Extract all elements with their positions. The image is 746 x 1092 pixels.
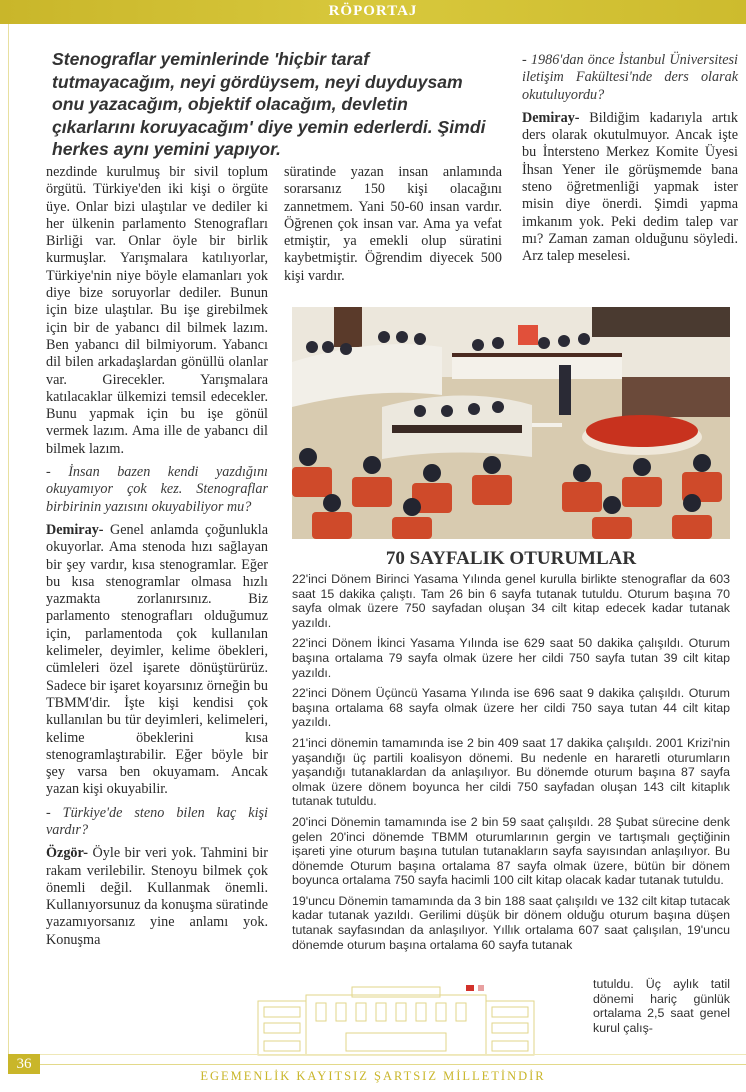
question: - Türkiye'de steno bilen kaç kişi vardır? — [46, 804, 268, 838]
sidebar-paragraph: 22'inci Dönem İkinci Yasama Yılında ise 629 saat 50 dakika çalışıldı. Oturum başına ortalama 79 sayfa olmak üzere her cildi 750 sayfa tutan 39 cilt kitap yazıldı. — [292, 636, 730, 680]
footer-motto — [0, 1067, 746, 1085]
speaker-name: Demiray- — [46, 521, 104, 538]
sidebar-paragraph: 22'inci Dönem Üçüncü Yasama Yılında ise 696 saat 9 dakika çalışıldı. Oturum başına ortalama 68 sayfa olmak üzere her cildi 750 saya tutan 44 cilt kitap yazıldı. — [292, 686, 730, 730]
parliament-hall-illustration — [292, 307, 730, 539]
pull-quote: Stenograflar yeminlerinde 'hiçbir taraf tutmayacağım, neyi gördüysem, neyi duyduysam onu yazacağım, objektif olacağım, devletin çıkarlarını koruyacağım' diye yemin ederlerdi. Şimdi herkes aynı yemini yapıyor. — [52, 49, 486, 159]
footer-rule — [8, 1054, 746, 1055]
column-1 — [46, 164, 268, 955]
parliament-building-icon — [256, 985, 536, 1057]
question: - 1986'dan önce İstanbul Üniversitesi iletişim Fakültesi'nde ders olarak okutuluyordu? — [522, 52, 738, 103]
column-3 — [522, 52, 738, 272]
section-title: RÖPORTAJ — [328, 3, 418, 19]
sidebar-paragraph: 21'inci dönemin tamamında ise 2 bin 409 saat 17 dakika çalışıldı. 2001 Krizi'nin yaşandığı üç partili koalisyon dönemi. Bu nedenle en hararetli oturumların yaşandığı tutanaklardan da anlaşılıyor. Bu dönemde oturum başına 87 sayfa olmak üzere dönem boyunca her cildi 750 sayfadan oluşan 143 cilt kitaplık tutanak tutuldu. — [292, 735, 730, 809]
page-frame-line — [8, 24, 9, 1054]
parliament-photo — [292, 307, 730, 539]
question: - İnsan bazen kendi yazdığını okuyamıyor çok kez. Stenograflar birbirinin yazısını okuyabiliyor mu? — [46, 464, 268, 515]
speaker-name: Özgör- — [46, 845, 89, 862]
answer — [522, 110, 738, 266]
motto-text: EGEMENLİK KAYITSIZ ŞARTSIZ MİLLETİNDİR — [192, 1069, 553, 1083]
footer-rule — [40, 1064, 746, 1065]
answer-text: Bildiğim kadarıyla artık ders olarak okutulmuyor. Ancak işte bu İntersteno Merkez Komite Üyesi İhsan Yener ile görüşmemde bana steno öğretmenliği yapmak ister misin diye önerdi. Şimdi yapma imkanım yok. Peki dedim talep var mı? Zaman zaman olduğunu söyledi. Arz talep meselesi. — [522, 109, 738, 265]
paragraph: nezdinde kurulmuş bir sivil toplum örgütü. Türkiye'den iki kişi o örgüte üye. Onlar bizi ulaştılar ve dediler ki her ülkenin parlamento Stenografları Birliği var. Onlar öyle bir birlik kurmuşlar. Yarışmalara katılıyorlar, Türkiye'nin niye böyle elamanları yok diye bize soruyorlar dediler. Bunun için bize ulaştılar. Bu işe girebilmek için bir de yabancı dil bilmek lazım. Ben yabancı dil bilmiyorum. Yabancı dil bilen arkadaşlardan gönüllü olanlar var. Girecekler. Yarışmalara katılacaklar ülkemizi temsil edecekler. Bunu yapmak için bu işe gönül vermek lazım. Ama ille de yabancı dil bilmek lazım. — [46, 164, 268, 457]
answer — [46, 845, 268, 949]
sidebar-paragraph: 19'uncu Dönemin tamamında da 3 bin 188 saat çalışıldı ve 132 cilt kitap tutacak kadar tutanak yazıldı. Gerilimi düşük bir dönem olduğu oturum başına düşen tutanak sayfasından da anlaşılıyor. Yıllık ortalama 607 saat çalışılan, 19'uncu dönemde oturum başına ortalama 60 sayfa tutanak — [292, 893, 730, 952]
sidebar-paragraph-tail: tutuldu. Üç aylık tatil dönemi hariç günlük ortalama 2,5 saat genel kurul çalış- — [593, 977, 730, 1035]
sidebar-paragraph: 22'inci Dönem Birinci Yasama Yılında genel kurulla birlikte stenograflar da 603 saat 15 dakika çalıştı. Tam 26 bin 6 sayfa tutanak tutuldu. Oturum başına 70 sayfa olmak üzere 750 sayfadan oluşan 34 cilt kitap edecek kadar tutanak yazıldı. — [292, 572, 730, 630]
speaker-name: Demiray- — [522, 109, 580, 126]
paragraph: süratinde yazan insan anlamında sorarsanız 150 kişi olacağını zannetmem. Yani 50-60 insan vardır. Öğrenen çok insan var. Ama ya vefat etmiştir, ya emekli olup süratini kaybetmiştir. Öğrendim diyecek 500 kişi vardır. — [284, 164, 502, 284]
sidebar-paragraph: 20'inci Dönemin tamamında ise 2 bin 59 saat çalışıldı. 28 Şubat sürecine denk gelen 20'inci dönemde TBMM oturumlarının gergin ve tartışmalı geçtiğinin işareti yine oturum başına tutulan tutanakların sayfa sayısından anlaşılıyor. Bu dönemde Oturum başına ortalama 87 sayfa olmak üzere, bütün bir dönem boyunca ortalama 750 sayfa hacimli 100 cilt kitap olacak kadar tutanak tutuldu. — [292, 814, 730, 888]
sidebar-title: 70 SAYFALIK OTURUMLAR — [385, 548, 637, 569]
sidebar-box — [292, 572, 730, 958]
page-number: 36 — [8, 1054, 40, 1074]
column-2 — [284, 164, 502, 291]
answer — [46, 522, 268, 799]
answer-text: Genel anlamda çoğunlukla okuyorlar. Ama stenoda hızı sağlayan bir şey vardır, kısa stenogramlar. Eğer bu kısa stenogramlar olmasa hızlı yazmakta zorlanırsınız. Biz parlamento stenografları olduğumuz için, parlamentoda çok kullanılan kelimeler, deyimler, kelime öbekleri, cümleleri özel işarete dönüştürürüz. Sadece bir işaret koyarsınız örneğin bu TBMM'dir. İşte kişi kendisi çok kullanılan bu tür deyimleri, kelimeleri, kelime öbeklerini kısa stenogramlaştırabilir. Eğer böyle bir şey varsa ben okuyamam. Ancak yazan kişi okuyabilir. — [46, 521, 268, 798]
answer-text: Öyle bir veri yok. Tahmini bir rakam verilebilir. Stenoyu bilmek çok önemli değil. Kullanmak önemli. Kullanıyorsunuz da konuşma süratinde yazamıyorsanız yine anlamı yok. Konuşma — [46, 845, 268, 948]
